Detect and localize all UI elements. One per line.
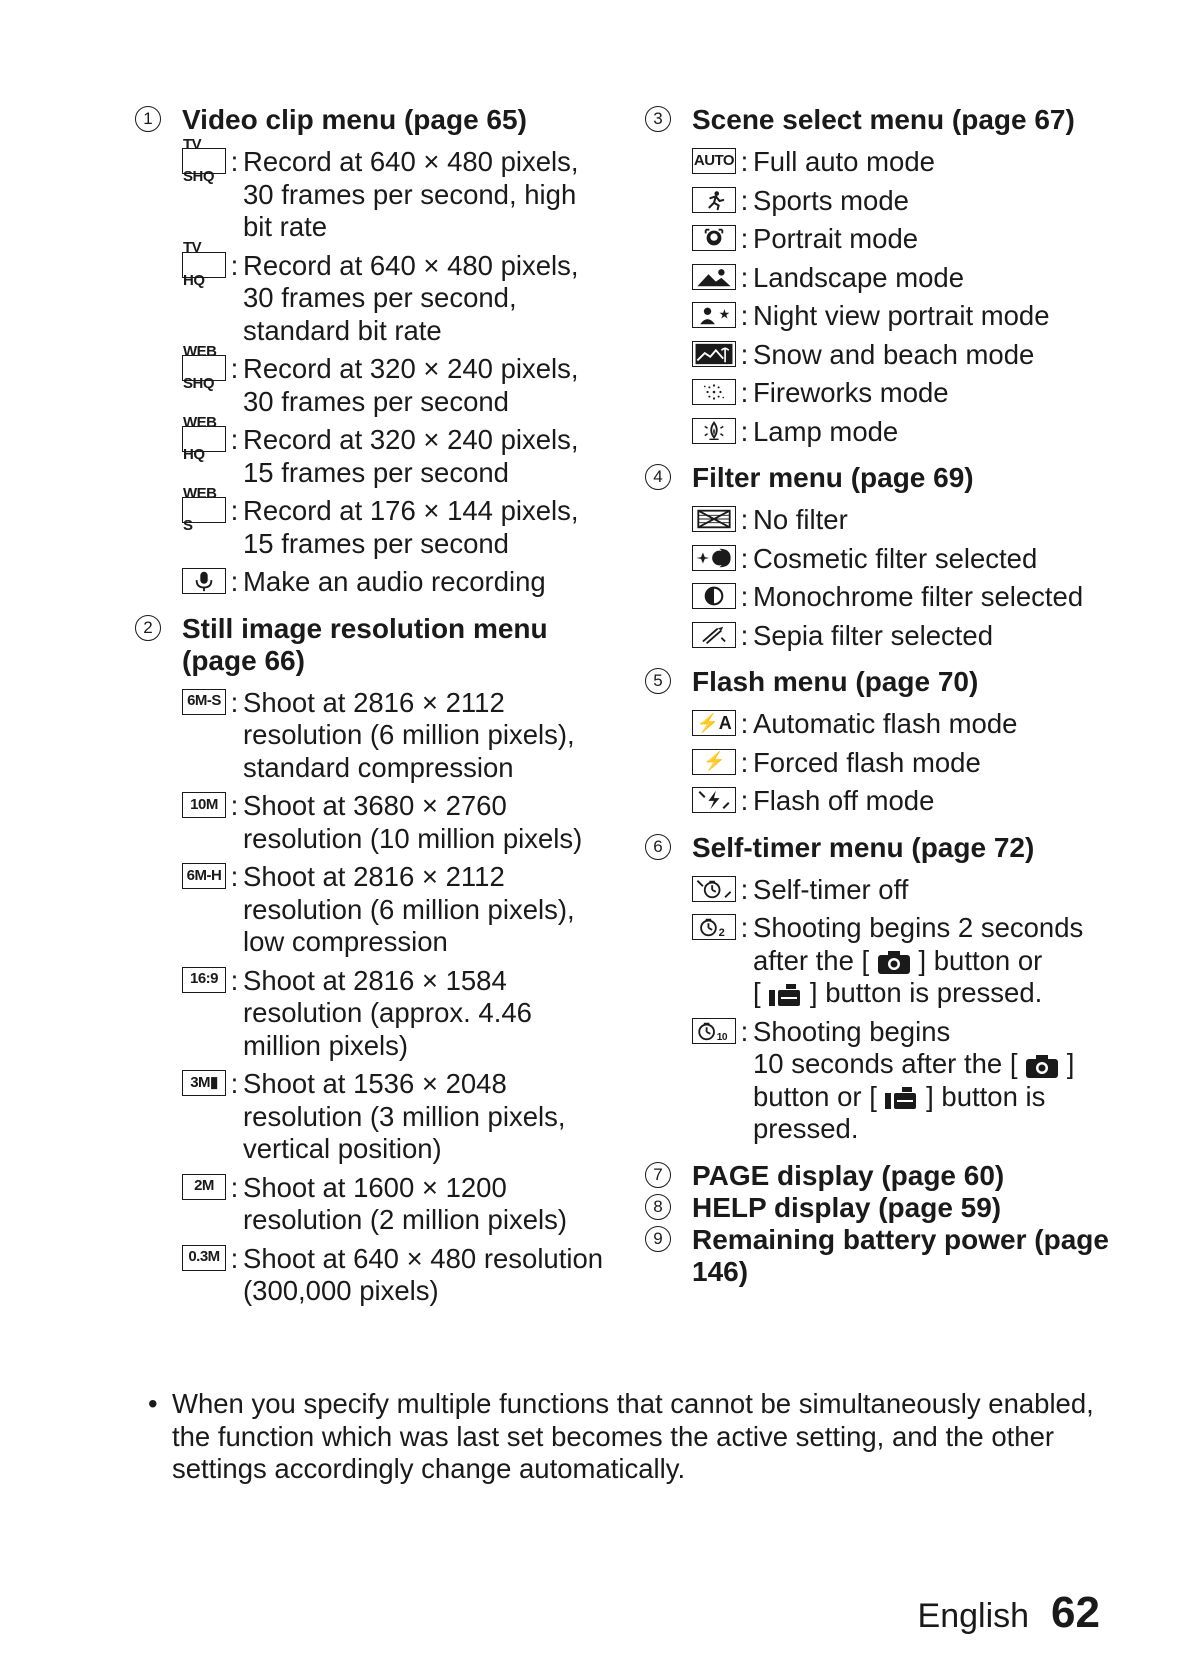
self-timer-2-icon	[692, 914, 736, 940]
entry-description: Fireworks mode	[753, 377, 949, 408]
menu-entry: 10M : Shoot at 3680 × 2760 resolution (10 million pixels)	[135, 790, 605, 855]
entry-description: Record at 640 × 480 pixels, 30 frames per second, standard bit rate	[243, 249, 579, 346]
flash-auto-icon: ⚡A	[692, 710, 736, 736]
camera-icon	[1025, 1053, 1059, 1079]
entry-description: Flash off mode	[753, 785, 935, 816]
left-column	[135, 104, 605, 1322]
night-portrait-icon	[692, 302, 736, 328]
note-text: When you specify multiple functions that cannot be simultaneously enabled, the function which was last set becomes the active setting, and the other settings accordingly change automatically.	[172, 1388, 1094, 1484]
svg-text:★: ★	[718, 307, 730, 323]
entry-description: Shoot at 2816 × 2112 resolution (6 million pixels), standard compression	[243, 686, 575, 783]
video-camera-icon	[884, 1085, 918, 1111]
section-title: HELP display (page 59)	[692, 1191, 1002, 1223]
monochrome-filter-icon	[692, 583, 736, 609]
sepia-filter-icon	[692, 622, 736, 648]
menu-entry: TV HQ : Record at 640 × 480 pixels, 30 frames per second, standard bit rate	[135, 250, 605, 348]
section-flash-menu	[645, 666, 1115, 818]
snow-beach-icon	[692, 341, 736, 367]
menu-entry: 10 : Shooting begins 10 seconds after the [ ] button or [ ] button is pressed.	[645, 1016, 1115, 1146]
video-camera-icon	[768, 982, 802, 1008]
svg-text:10: 10	[716, 1031, 728, 1043]
video-web-hq-icon: WEB HQ	[182, 426, 226, 452]
menu-entry: 0.3M : Shoot at 640 × 480 resolution (300,000 pixels)	[135, 1243, 605, 1308]
entry-description: Snow and beach mode	[753, 338, 1035, 370]
footer-language: English	[917, 1597, 1030, 1635]
circled-number: 4	[645, 464, 671, 490]
section-heading	[645, 462, 1115, 494]
section-title: Filter menu (page 69)	[692, 462, 974, 493]
entry-description: Self-timer off	[753, 873, 909, 905]
menu-entry: ★ : Night view portrait mode	[645, 300, 1115, 333]
entry-description: Cosmetic filter selected	[753, 542, 1038, 574]
menu-entry: 2M : Shoot at 1600 × 1200 resolution (2 million pixels)	[135, 1172, 605, 1237]
menu-entry: ⚡A : Automatic flash mode	[645, 708, 1115, 741]
menu-entry: 16:9 : Shoot at 2816 × 1584 resolution (approx. 4.46 million pixels)	[135, 965, 605, 1063]
self-timer-off-icon	[692, 876, 736, 902]
menu-entry: WEB SHQ : Record at 320 × 240 pixels, 30 frames per second	[135, 353, 605, 418]
page-number: 62	[1051, 1588, 1100, 1637]
entry-description: Record at 640 × 480 pixels, 30 frames per second, high bit rate	[243, 146, 579, 242]
menu-entry: 2 : Shooting begins 2 seconds after the [ ] button or [ ] button is pressed.	[645, 912, 1115, 1010]
menu-entry: : Fireworks mode	[645, 377, 1115, 410]
no-filter-icon	[692, 506, 736, 532]
menu-entry: : Cosmetic filter selected	[645, 543, 1115, 576]
resolution-2m-icon: 2M	[182, 1174, 226, 1200]
entry-description: Shooting begins 10 seconds after the [ ] button or [ ] button is pressed.	[753, 1015, 1075, 1144]
microphone-icon	[182, 568, 226, 594]
video-web-s-icon: WEB S	[182, 497, 226, 523]
section-extra-items	[645, 1160, 1115, 1288]
flash-off-icon	[692, 787, 736, 813]
menu-entry: TV SHQ : Record at 640 × 480 pixels, 30 frames per second, high bit rate	[135, 146, 605, 244]
circled-number: 2	[135, 615, 161, 641]
cosmetic-filter-icon	[692, 545, 736, 571]
resolution-10m-icon: 10M	[182, 792, 226, 818]
entry-description: No filter	[753, 504, 848, 535]
entry-description: Monochrome filter selected	[753, 581, 1084, 612]
section-heading	[135, 613, 605, 677]
menu-entry: : No filter	[645, 504, 1115, 537]
entry-description: Record at 320 × 240 pixels, 15 frames per second	[243, 424, 579, 488]
entry-description: Shoot at 3680 × 2760 resolution (10 million pixels)	[243, 790, 583, 854]
section-title: PAGE display (page 60)	[692, 1159, 1005, 1191]
menu-entry: : Sepia filter selected	[645, 620, 1115, 653]
circled-number: 7	[645, 1162, 671, 1188]
entry-description: Sepia filter selected	[753, 619, 993, 651]
entry-description: Record at 176 × 144 pixels, 15 frames per second	[243, 495, 579, 559]
entry-description: Make an audio recording	[243, 566, 546, 597]
menu-entry: ⚡ : Forced flash mode	[645, 747, 1115, 780]
video-tv-shq-icon: TV SHQ	[182, 148, 226, 174]
entry-description: Shoot at 1536 × 2048 resolution (3 million pixels, vertical position)	[243, 1068, 566, 1164]
menu-entry: WEB S : Record at 176 × 144 pixels, 15 frames per second	[135, 495, 605, 560]
entry-description: Record at 320 × 240 pixels, 30 frames per second	[243, 353, 579, 417]
entry-description: Lamp mode	[753, 415, 899, 447]
section-heading	[645, 666, 1115, 698]
menu-entry: : Flash off mode	[645, 785, 1115, 818]
entry-description: Shoot at 2816 × 1584 resolution (approx. 4.46 million pixels)	[243, 964, 532, 1061]
menu-entry: : Lamp mode	[645, 416, 1115, 449]
menu-entry: : Snow and beach mode	[645, 339, 1115, 372]
resolution-3m-vertical-icon: 3M▮	[182, 1070, 226, 1096]
menu-entry: : Portrait mode	[645, 223, 1115, 256]
section-heading	[645, 1192, 1115, 1224]
portrait-icon	[692, 225, 736, 251]
fireworks-icon	[692, 379, 736, 405]
circled-number: 9	[645, 1226, 671, 1252]
section-still-image-resolution-menu	[135, 613, 605, 1308]
entry-description: Shoot at 2816 × 2112 resolution (6 million pixels), low compression	[243, 861, 575, 957]
menu-entry: : Landscape mode	[645, 262, 1115, 295]
entry-description: Landscape mode	[753, 261, 964, 293]
video-tv-hq-icon: TV HQ	[182, 252, 226, 278]
circled-number: 1	[135, 106, 161, 132]
menu-entry: : Sports mode	[645, 185, 1115, 218]
entry-description: Shooting begins 2 seconds after the [ ] button or [ ] button is pressed.	[753, 912, 1084, 1008]
lamp-icon	[692, 418, 736, 444]
section-scene-select-menu	[645, 104, 1115, 448]
menu-entry: 6M-H : Shoot at 2816 × 2112 resolution (6 million pixels), low compression	[135, 861, 605, 959]
section-self-timer-menu	[645, 832, 1115, 1146]
camera-icon	[877, 949, 911, 975]
section-heading	[645, 1224, 1115, 1288]
video-web-shq-icon: WEB SHQ	[182, 355, 226, 381]
section-title: Scene select menu (page 67)	[692, 104, 1075, 135]
menu-entry: WEB HQ : Record at 320 × 240 pixels, 15 frames per second	[135, 424, 605, 489]
resolution-6m-h-icon: 6M-H	[182, 863, 226, 889]
sports-icon	[692, 187, 736, 213]
menu-entry: 3M▮ : Shoot at 1536 × 2048 resolution (3 million pixels, vertical position)	[135, 1068, 605, 1166]
resolution-16-9-icon: 16:9	[182, 967, 226, 993]
section-heading	[645, 832, 1115, 864]
section-title: Remaining battery power (page 146)	[692, 1223, 1109, 1287]
svg-text:2: 2	[718, 927, 725, 940]
section-video-clip-menu	[135, 104, 605, 599]
section-title: Video clip menu (page 65)	[182, 104, 527, 135]
section-title: Flash menu (page 70)	[692, 666, 979, 697]
entry-description: Shoot at 1600 × 1200 resolution (2 million pixels)	[243, 1171, 568, 1235]
entry-description: Night view portrait mode	[753, 300, 1050, 331]
resolution-0-3m-icon: 0.3M	[182, 1245, 226, 1271]
menu-entry: : Monochrome filter selected	[645, 581, 1115, 614]
entry-description: Automatic flash mode	[753, 708, 1018, 739]
bullet-icon: •	[148, 1388, 158, 1419]
entry-description: Portrait mode	[753, 223, 919, 254]
section-title: Still image resolution menu (page 66)	[182, 612, 548, 676]
right-column	[645, 104, 1115, 1302]
section-heading	[135, 104, 605, 136]
circled-number: 8	[645, 1194, 671, 1220]
section-heading	[645, 1160, 1115, 1192]
note-paragraph	[148, 1388, 1122, 1486]
auto-icon: AUTO	[692, 148, 736, 174]
circled-number: 6	[645, 834, 671, 860]
section-title: Self-timer menu (page 72)	[692, 831, 1035, 863]
menu-entry: : Make an audio recording	[135, 566, 605, 599]
entry-description: Full auto mode	[753, 146, 935, 177]
entry-description: Forced flash mode	[753, 746, 981, 778]
flash-forced-icon: ⚡	[692, 749, 736, 775]
menu-entry: AUTO : Full auto mode	[645, 146, 1115, 179]
self-timer-10-icon	[692, 1018, 736, 1044]
entry-description: Shoot at 640 × 480 resolution (300,000 pixels)	[243, 1242, 604, 1306]
menu-entry: 6M-S : Shoot at 2816 × 2112 resolution (6 million pixels), standard compression	[135, 687, 605, 785]
section-filter-menu	[645, 462, 1115, 652]
entry-description: Sports mode	[753, 184, 909, 216]
page-footer	[918, 1588, 1100, 1638]
landscape-icon	[692, 264, 736, 290]
circled-number: 5	[645, 668, 671, 694]
menu-entry: : Self-timer off	[645, 874, 1115, 907]
resolution-6m-s-icon: 6M-S	[182, 689, 226, 715]
circled-number: 3	[645, 106, 671, 132]
section-heading	[645, 104, 1115, 136]
